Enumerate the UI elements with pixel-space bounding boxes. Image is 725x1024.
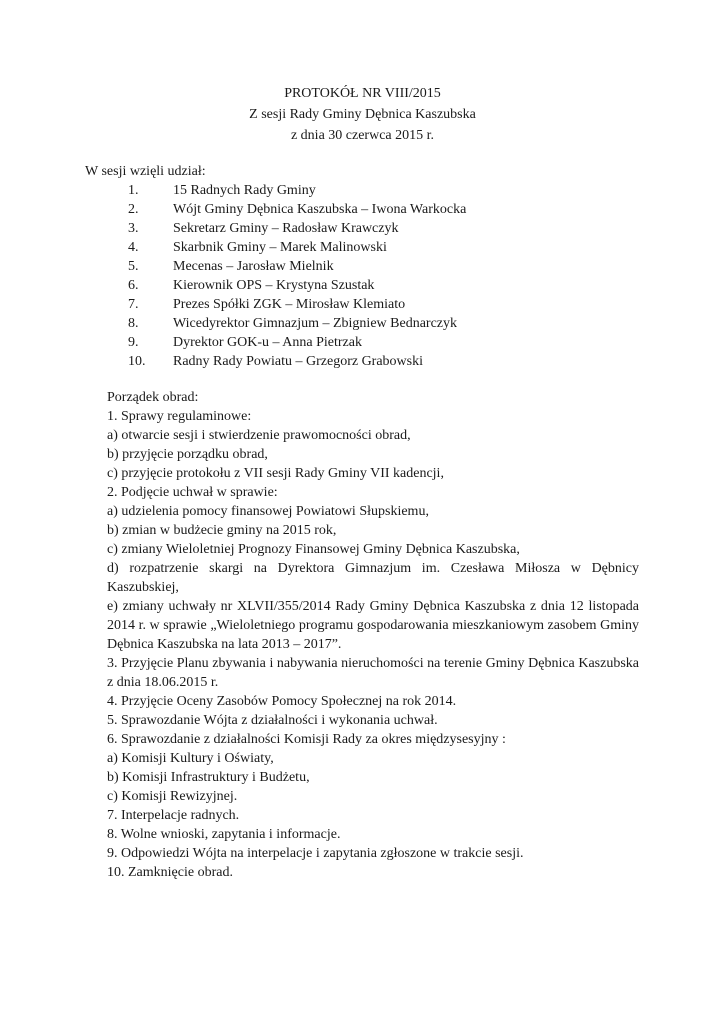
list-number: 8. xyxy=(128,316,139,331)
document-title-block xyxy=(0,83,725,146)
agenda-item: b) zmian w budżecie gminy na 2015 rok, xyxy=(107,523,337,538)
agenda-item: b) przyjęcie porządku obrad, xyxy=(107,447,268,462)
agenda-section xyxy=(107,388,639,882)
agenda-item: c) zmiany Wieloletniej Prognozy Finansowej Gminy Dębnica Kaszubska, xyxy=(107,542,520,557)
list-number: 9. xyxy=(128,335,139,350)
attendee-name: Wójt Gminy Dębnica Kaszubska – Iwona Warkocka xyxy=(173,202,467,217)
attendee-name: Skarbnik Gminy – Marek Malinowski xyxy=(173,240,387,255)
list-number: 2. xyxy=(128,202,139,217)
attendee-name: Dyrektor GOK-u – Anna Pietrzak xyxy=(173,335,362,350)
agenda-item: 2. Podjęcie uchwał w sprawie: xyxy=(107,485,278,500)
attendance-heading: W sesji wzięli udział: xyxy=(85,164,206,179)
list-number: 3. xyxy=(128,221,139,236)
list-number: 5. xyxy=(128,259,139,274)
agenda-item: 4. Przyjęcie Oceny Zasobów Pomocy Społecznej na rok 2014. xyxy=(107,694,457,709)
agenda-item: 8. Wolne wnioski, zapytania i informacje. xyxy=(107,827,341,842)
list-number: 6. xyxy=(128,278,139,293)
agenda-item: 1. Sprawy regulaminowe: xyxy=(107,409,252,424)
agenda-heading: Porządek obrad: xyxy=(107,390,199,405)
agenda-item: 9. Odpowiedzi Wójta na interpelacje i zapytania zgłoszone w trakcie sesji. xyxy=(107,846,524,861)
agenda-item: 6. Sprawozdanie z działalności Komisji Rady za okres międzysesyjny : xyxy=(107,732,506,747)
agenda-item: 10. Zamknięcie obrad. xyxy=(107,865,233,880)
attendee-name: 15 Radnych Rady Gminy xyxy=(173,183,316,198)
agenda-item: b) Komisji Infrastruktury i Budżetu, xyxy=(107,770,310,785)
agenda-item: 7. Interpelacje radnych. xyxy=(107,808,240,823)
attendee-name: Radny Rady Powiatu – Grzegorz Grabowski xyxy=(173,354,424,369)
attendee-name: Prezes Spółki ZGK – Mirosław Klemiato xyxy=(173,297,406,312)
attendee-name: Sekretarz Gminy – Radosław Krawczyk xyxy=(173,221,399,236)
list-number: 4. xyxy=(128,240,139,255)
list-number: 7. xyxy=(128,297,139,312)
list-number: 1. xyxy=(128,183,139,198)
list-number: 10. xyxy=(128,354,146,369)
protocol-title: PROTOKÓŁ NR VIII/2015 xyxy=(284,86,441,101)
agenda-item: c) przyjęcie protokołu z VII sesji Rady Gminy VII kadencji, xyxy=(107,466,444,481)
agenda-item: c) Komisji Rewizyjnej. xyxy=(107,789,238,804)
session-date: z dnia 30 czerwca 2015 r. xyxy=(290,128,435,143)
agenda-item: d) rozpatrzenie skargi na Dyrektora Gimnazjum im. Czesława Miłosza w Dębnicy Kaszubskiej, xyxy=(107,561,639,595)
agenda-item: e) zmiany uchwały nr XLVII/355/2014 Rady Gminy Dębnica Kaszubska z dnia 12 listopada 2014 r. w sprawie „Wieloletniego programu gospodarowania mieszkaniowym zasobem Gminy Dębnica Kaszubska na lata 2013 – 2017”. xyxy=(107,599,639,652)
session-subtitle: Z sesji Rady Gminy Dębnica Kaszubska xyxy=(249,107,476,122)
agenda-item: a) otwarcie sesji i stwierdzenie prawomocności obrad, xyxy=(107,428,411,443)
attendee-name: Wicedyrektor Gimnazjum – Zbigniew Bednarczyk xyxy=(173,316,458,331)
agenda-item: a) udzielenia pomocy finansowej Powiatowi Słupskiemu, xyxy=(107,504,429,519)
agenda-item: 5. Sprawozdanie Wójta z działalności i wykonania uchwał. xyxy=(107,713,438,728)
agenda-item: 3. Przyjęcie Planu zbywania i nabywania nieruchomości na terenie Gminy Dębnica Kaszubska z dnia 18.06.2015 r. xyxy=(107,656,639,690)
attendee-name: Mecenas – Jarosław Mielnik xyxy=(173,259,334,274)
attendee-name: Kierownik OPS – Krystyna Szustak xyxy=(173,278,375,293)
agenda-item: a) Komisji Kultury i Oświaty, xyxy=(107,751,274,766)
